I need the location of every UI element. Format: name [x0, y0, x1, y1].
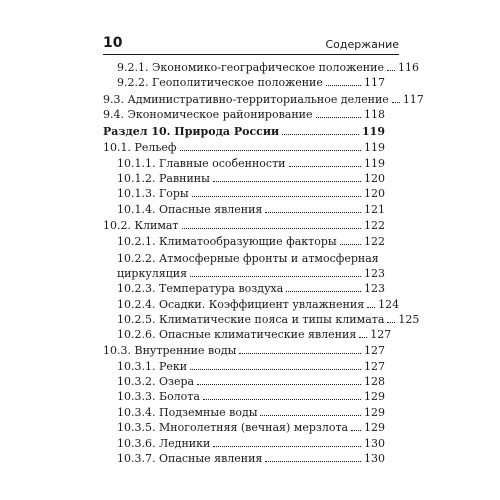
toc-entry-title: 9.2.1. Экономико-географическое положение — [117, 61, 384, 74]
dot-leader — [387, 322, 395, 323]
toc-entry — [117, 374, 385, 389]
dot-leader — [282, 134, 359, 135]
toc-entry-page: 123 — [364, 267, 385, 280]
toc-entry-page: 124 — [378, 298, 400, 311]
dot-leader — [260, 415, 361, 416]
toc-entry — [117, 436, 385, 451]
toc-entry-title: 10.3.1. Реки — [117, 360, 188, 373]
toc-entry-page: 120 — [364, 187, 385, 200]
toc-entry-page: 119 — [362, 125, 385, 138]
page-number: 10 — [103, 35, 123, 51]
toc-entry-title: 10.2.1. Климатообразующие факторы — [117, 235, 337, 248]
toc-entry-title: циркуляция — [117, 267, 188, 280]
toc-entry — [117, 297, 400, 312]
toc-entry — [117, 156, 385, 171]
dot-leader — [203, 399, 361, 400]
toc-entry-page: 117 — [364, 76, 385, 89]
toc-entry-page: 127 — [370, 328, 392, 341]
toc-entry — [117, 75, 385, 90]
toc-entry-first-line: 10.2.2. Атмосферные фронты и атмосферная — [117, 252, 379, 265]
toc-entry — [117, 359, 385, 374]
toc-entry — [117, 266, 385, 281]
toc-entry-page: 117 — [402, 93, 424, 106]
toc-entry — [117, 234, 385, 249]
toc-entry-title: 10.3.3. Болота — [117, 390, 200, 403]
toc-entry-page: 121 — [364, 203, 385, 216]
dot-leader — [289, 166, 362, 167]
toc-entry-title: 10.2.4. Осадки. Коэффициент увлажнения — [117, 298, 365, 311]
toc-entry-title: 10.2. Климат — [103, 219, 179, 232]
toc-entry-page: 116 — [397, 61, 419, 74]
running-head: Содержание — [325, 38, 399, 51]
toc-entry-title: 10.1.1. Главные особенности — [117, 157, 286, 170]
toc-entry-title: 10.2.3. Температура воздуха — [117, 282, 284, 295]
toc-entry-page: 120 — [364, 172, 385, 185]
dot-leader — [197, 384, 361, 385]
dot-leader — [265, 461, 361, 462]
toc-entry-title: 10.1. Рельеф — [103, 141, 177, 154]
toc-entry — [117, 420, 385, 435]
dot-leader — [190, 276, 361, 277]
toc-entry-page: 127 — [364, 344, 385, 357]
toc-entry-title: Раздел 10. Природа России — [103, 125, 280, 138]
toc-entry-title: 10.2.6. Опасные климатические явления — [117, 328, 357, 341]
toc-entry-title: 10.3.2. Озера — [117, 375, 195, 388]
toc-entry-page: 119 — [364, 157, 385, 170]
toc-entry — [103, 92, 424, 107]
dot-leader — [213, 181, 361, 182]
toc-entry-page: 125 — [398, 313, 420, 326]
toc-entry-page: 122 — [364, 219, 385, 232]
dot-leader — [239, 353, 361, 354]
toc-entry — [117, 186, 385, 201]
toc-entry-page: 129 — [364, 390, 385, 403]
toc-entry — [117, 281, 385, 296]
toc-entry-page: 122 — [364, 235, 385, 248]
toc-entry-title: 10.3.6. Ледники — [117, 437, 211, 450]
toc-entry — [103, 107, 385, 122]
toc-entry — [103, 343, 385, 358]
toc-entry-page: 129 — [364, 421, 385, 434]
toc-entry-title: 10.1.2. Равнины — [117, 172, 210, 185]
toc-entry — [117, 60, 419, 75]
toc-entry — [117, 451, 385, 466]
dot-leader — [340, 244, 361, 245]
toc-entry-title: 10.3.4. Подземные воды — [117, 406, 258, 419]
dot-leader — [359, 337, 367, 338]
toc-entry — [117, 405, 385, 420]
toc-entry-page: 118 — [364, 108, 385, 121]
toc-entry-page: 123 — [364, 282, 385, 295]
toc-section-entry — [103, 124, 385, 139]
toc-entry-title: 10.3.7. Опасные явления — [117, 452, 263, 465]
toc-entry-title: 10.3. Внутренние воды — [103, 344, 237, 357]
toc-entry-title: 10.2.5. Климатические пояса и типы климата — [117, 313, 385, 326]
dot-leader — [351, 430, 361, 431]
toc-entry-page: 128 — [364, 375, 385, 388]
dot-leader — [213, 446, 361, 447]
toc-entry — [117, 171, 385, 186]
dot-leader — [192, 196, 361, 197]
toc-entry-title: 9.2.2. Геополитическое положение — [117, 76, 323, 89]
toc-entry-title: 10.1.4. Опасные явления — [117, 203, 263, 216]
dot-leader — [265, 212, 361, 213]
toc-entry-title: 9.3. Административно-территориальное деление — [103, 93, 389, 106]
dot-leader — [392, 102, 400, 103]
toc-entry — [117, 202, 385, 217]
dot-leader — [326, 85, 361, 86]
dot-leader — [316, 117, 362, 118]
toc-entry-title: 10.1.3. Горы — [117, 187, 189, 200]
toc-entry — [103, 140, 385, 155]
toc-entry-title: 9.4. Экономическое районирование — [103, 108, 313, 121]
toc-entry-title: 10.3.5. Многолетняя (вечная) мерзлота — [117, 421, 349, 434]
toc-entry-page: 130 — [364, 452, 385, 465]
toc-entry-page: 130 — [364, 437, 385, 450]
dot-leader — [180, 150, 362, 151]
toc-entry — [103, 218, 385, 233]
dot-leader — [286, 291, 361, 292]
dot-leader — [387, 70, 395, 71]
toc-entry-page: 129 — [364, 406, 385, 419]
dot-leader — [190, 369, 361, 370]
dot-leader — [182, 228, 361, 229]
toc-entry — [117, 312, 420, 327]
toc-entry-page: 127 — [364, 360, 385, 373]
toc-entry — [117, 327, 392, 342]
toc-entry-page: 119 — [364, 141, 385, 154]
dot-leader — [367, 307, 375, 308]
toc-entry — [117, 389, 385, 404]
